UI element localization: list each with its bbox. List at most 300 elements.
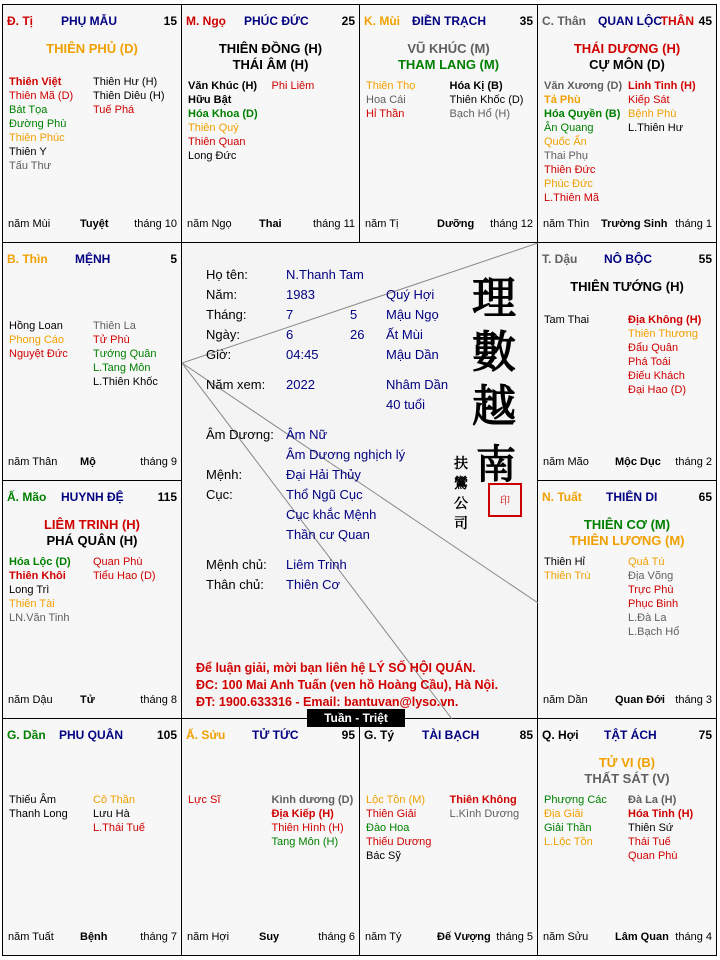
minor-star: Cô Thần <box>93 794 135 806</box>
menh-value: Đại Hải Thủy <box>286 467 361 482</box>
horoscope-chart <box>2 4 717 956</box>
year-label: năm Tị <box>365 218 399 230</box>
minor-star: L.Thiên Hư <box>628 122 684 134</box>
main-star: PHÁ QUÂN (H) <box>46 533 138 548</box>
minor-star: Hồng Loan <box>9 320 63 332</box>
thanchu-value: Thiên Cơ <box>286 577 341 592</box>
main-star: THIÊN ĐỒNG (H) <box>218 41 323 56</box>
minor-star: Quốc Ấn <box>544 136 587 148</box>
lunar-month: tháng 6 <box>318 931 355 943</box>
main-stars <box>3 41 181 57</box>
minor-star: Địa Không (H) <box>628 314 702 326</box>
palace-header <box>542 728 712 744</box>
year-can: Quý Hợi <box>386 287 435 302</box>
minor-star: Thiên Hình (H) <box>271 822 344 834</box>
amduong-label: Âm Dương: <box>206 427 274 442</box>
star-column-right <box>450 793 534 863</box>
star-column-right <box>628 793 712 863</box>
minor-star: Tử Phù <box>93 334 130 346</box>
minor-stars <box>544 555 712 639</box>
branch-label: N. Tuất <box>542 490 582 504</box>
star-column-right <box>450 79 534 121</box>
minor-star: L.Đà La <box>628 612 667 624</box>
minor-star: Phục Binh <box>628 598 679 610</box>
view-year-can: Nhâm Dần <box>386 377 449 392</box>
minor-star: L.Lộc Tồn <box>544 836 593 848</box>
calligraphy-small-4: 司 <box>454 516 468 532</box>
minor-star: Tam Thai <box>544 314 590 326</box>
main-star: THÁI DƯƠNG (H) <box>573 41 681 56</box>
view-year-value: 2022 <box>286 377 315 392</box>
palace-header <box>542 14 712 30</box>
branch-label: G. Tý <box>364 728 395 742</box>
year-label: năm Hợi <box>187 931 230 943</box>
minor-star: Địa Võng <box>628 570 674 582</box>
lunar-month: tháng 5 <box>496 931 533 943</box>
minor-star: Thiên Tài <box>9 598 55 610</box>
minor-star: Thiên Sứ <box>628 822 674 834</box>
branch-label: G. Dần <box>7 728 46 742</box>
minor-star: Long Trì <box>9 584 50 596</box>
palace-tuat <box>538 481 716 719</box>
palace-footer <box>365 931 533 945</box>
palace-age: 65 <box>698 490 712 504</box>
than-marker: THÂN <box>660 14 694 28</box>
lunar-month: tháng 1 <box>675 218 712 230</box>
lunar-month: tháng 10 <box>134 218 177 230</box>
tuan-triet-badge: Tuần - Triệt <box>307 709 405 727</box>
minor-star: Thiên Việt <box>9 76 62 88</box>
minor-star: Kiếp Sát <box>628 94 670 106</box>
main-star: CỰ MÔN (D) <box>589 57 665 72</box>
minor-stars <box>188 793 355 849</box>
branch-label: Q. Hợi <box>542 728 579 742</box>
minor-star: Trực Phù <box>628 584 674 596</box>
age-value: 40 tuổi <box>386 397 426 412</box>
palace-than <box>538 5 716 243</box>
branch-label: Ấ. Mão <box>7 490 47 504</box>
lunar-month: tháng 12 <box>490 218 533 230</box>
minor-star: Bệnh Phù <box>628 108 677 120</box>
main-star: THIÊN TƯỚNG (H) <box>570 279 684 294</box>
minor-star: Lực Sĩ <box>188 794 221 806</box>
star-column-left <box>188 79 272 163</box>
minor-stars <box>544 79 712 205</box>
view-year-label: Năm xem: <box>206 377 266 392</box>
lunar-month: tháng 4 <box>675 931 712 943</box>
main-star: THIÊN LƯƠNG (M) <box>569 533 685 548</box>
truong-sinh-stage: Suy <box>259 931 280 943</box>
minor-star: L.Thiên Mã <box>544 192 600 204</box>
name-value: N.Thanh Tam <box>286 267 364 282</box>
main-stars <box>360 41 537 73</box>
palace-hoi <box>538 719 716 955</box>
minor-star: Đà La (H) <box>628 794 677 806</box>
main-star: THẤT SÁT (V) <box>584 771 670 786</box>
minor-star: L.Bạch Hổ <box>628 626 680 638</box>
branch-label: B. Thìn <box>7 252 48 266</box>
palace-footer <box>8 931 177 945</box>
minor-star: Thiên Khôi <box>9 570 66 582</box>
truong-sinh-stage: Đế Vượng <box>437 931 491 943</box>
minor-star: Thiên Không <box>449 794 517 806</box>
minor-stars <box>366 79 533 121</box>
minor-star: Tấu Thư <box>9 160 52 172</box>
lunar-month: tháng 7 <box>140 931 177 943</box>
star-column-left <box>9 319 93 389</box>
minor-star: Đào Hoa <box>366 822 410 834</box>
truong-sinh-stage: Mộc Dục <box>615 456 661 468</box>
month-label: Tháng: <box>206 307 247 322</box>
minor-star: Tuế Phá <box>93 104 135 116</box>
minor-stars <box>188 79 355 163</box>
truong-sinh-stage: Tử <box>80 694 95 706</box>
minor-star: Lộc Tồn (M) <box>366 794 426 806</box>
year-label: năm Thân <box>8 456 58 468</box>
palace-name: PHỤ MẪU <box>61 14 117 28</box>
star-column-left <box>544 313 628 397</box>
main-star: LIÊM TRINH (H) <box>43 517 141 532</box>
minor-star: Thiên Thọ <box>366 80 416 92</box>
minor-star: Giải Thần <box>544 822 592 834</box>
palace-header <box>7 252 177 268</box>
star-column-left <box>366 793 450 863</box>
amduong-note: Âm Dương nghịch lý <box>286 447 406 462</box>
calligraphy-small-1: 扶 <box>454 456 468 472</box>
minor-star: Thiếu Dương <box>366 836 432 848</box>
minor-star: Điếu Khách <box>628 370 685 382</box>
year-label: năm Dậu <box>8 694 53 706</box>
seal-stamp: 印 <box>488 483 522 517</box>
palace-name: MỆNH <box>75 252 111 266</box>
month-can: Mậu Ngọ <box>386 307 439 322</box>
star-column-right <box>93 75 177 173</box>
year-value: 1983 <box>286 287 315 302</box>
minor-star: Quả Tú <box>628 556 665 568</box>
palace-footer <box>365 218 533 232</box>
minor-star: Thái Tuế <box>628 836 671 848</box>
minor-star: Quan Phù <box>628 850 678 862</box>
star-column-right <box>272 79 356 163</box>
palace-footer <box>543 931 712 945</box>
minor-star: Thiếu Âm <box>9 794 57 806</box>
palace-footer <box>543 694 712 708</box>
palace-header <box>186 728 355 744</box>
star-column-right <box>628 313 712 397</box>
branch-label: Ấ. Sửu <box>186 728 226 742</box>
cuc-note-1: Cục khắc Mệnh <box>286 507 377 522</box>
contact-line-1: Để luận giải, mời bạn liên hệ LÝ SỐ HỘI QUÁN. <box>196 661 476 675</box>
star-column-right <box>628 555 712 639</box>
minor-star: Tả Phù <box>544 94 581 106</box>
main-star: TỬ VI (B) <box>598 755 656 770</box>
main-stars <box>538 755 716 787</box>
minor-star: L.Tang Môn <box>93 362 151 374</box>
contact-line-2: ĐC: 100 Mai Anh Tuấn (ven hồ Hoàng Cầu), Hà Nội. <box>196 678 499 692</box>
year-label: Năm: <box>206 287 238 302</box>
minor-star: Bạch Hổ (H) <box>449 108 511 120</box>
palace-name: NÔ BỘC <box>604 252 652 266</box>
minor-stars <box>9 319 177 389</box>
branch-label: K. Mùi <box>364 14 400 28</box>
year-label: năm Sửu <box>543 931 589 943</box>
main-star: THIÊN PHỦ (D) <box>46 41 138 56</box>
branch-label: Đ. Tị <box>7 14 33 28</box>
minor-star: Hữu Bật <box>188 94 232 106</box>
palace-thin <box>3 243 182 481</box>
branch-label: T. Dậu <box>542 252 578 266</box>
minor-star: Đại Hao (D) <box>628 384 687 396</box>
day-lunar: 26 <box>350 327 365 342</box>
palace-name: TÀI BẠCH <box>422 728 480 742</box>
truong-sinh-stage: Tuyệt <box>80 218 109 230</box>
truong-sinh-stage: Trường Sinh <box>601 218 668 230</box>
minor-star: Thiên Diêu (H) <box>93 90 165 102</box>
month-solar: 7 <box>286 307 294 322</box>
palace-age: 25 <box>341 14 355 28</box>
minor-star: Hỉ Thần <box>366 108 405 120</box>
palace-name: THIÊN DI <box>606 490 658 504</box>
year-label: năm Dần <box>543 694 588 706</box>
minor-star: Thai Phụ <box>544 150 589 162</box>
palace-age: 15 <box>163 14 177 28</box>
palace-age: 95 <box>341 728 355 742</box>
lunar-month: tháng 8 <box>140 694 177 706</box>
minor-star: Quan Phù <box>93 556 143 568</box>
day-can: Ất Mùi <box>386 327 423 342</box>
star-column-right <box>93 793 177 835</box>
minor-star: Thanh Long <box>9 808 68 820</box>
star-column-left <box>544 555 628 639</box>
minor-star: Long Đức <box>188 150 237 162</box>
palace-dau <box>538 243 716 481</box>
palace-dan <box>3 719 182 955</box>
palace-ngo <box>182 5 360 243</box>
calligraphy-4: 南 <box>476 441 516 488</box>
cuc-value: Thổ Ngũ Cục <box>286 487 363 502</box>
main-stars <box>538 279 716 295</box>
minor-star: Hóa Kị (B) <box>449 80 503 92</box>
minor-star: Nguyệt Đức <box>9 348 68 360</box>
palace-mao <box>3 481 182 719</box>
palace-age: 115 <box>157 490 177 504</box>
amduong-value: Âm Nữ <box>286 427 328 442</box>
minor-star: Hóa Tinh (H) <box>628 808 694 820</box>
minor-star: Địa Kiếp (H) <box>271 808 334 820</box>
star-column-left <box>9 555 93 625</box>
truong-sinh-stage: Mộ <box>80 456 96 468</box>
lunar-month: tháng 3 <box>675 694 712 706</box>
minor-star: Văn Khúc (H) <box>188 80 258 92</box>
cuc-label: Cục: <box>206 487 233 502</box>
minor-star: Phúc Đức <box>544 178 593 190</box>
star-column-left <box>366 79 450 121</box>
name-label: Họ tên: <box>206 267 248 282</box>
minor-star: Thiên La <box>93 320 136 332</box>
minor-star: Thiên Y <box>9 146 47 158</box>
minor-star: Phi Liêm <box>271 80 315 92</box>
palace-name: PHU QUÂN <box>59 728 124 742</box>
year-label: năm Mùi <box>8 218 51 230</box>
thanchu-label: Thân chủ: <box>206 577 264 592</box>
palace-ti <box>3 5 182 243</box>
palace-footer <box>8 218 177 232</box>
minor-star: Hóa Quyền (B) <box>544 108 621 120</box>
calligraphy-1: 理 <box>472 273 516 324</box>
minor-star: Hoa Cái <box>366 94 406 106</box>
calligraphy-small-2: 鸞 <box>454 476 468 492</box>
star-column-left <box>544 79 628 205</box>
minor-star: Thiên Quan <box>188 136 246 148</box>
minor-star: Lưu Hà <box>93 808 130 820</box>
palace-footer <box>187 931 355 945</box>
month-lunar: 5 <box>350 307 358 322</box>
minor-star: Ân Quang <box>544 122 594 134</box>
minor-star: Thiên Hư (H) <box>93 76 158 88</box>
minor-star: Bát Tọa <box>9 104 48 116</box>
palace-header <box>7 14 177 30</box>
lunar-month: tháng 2 <box>675 456 712 468</box>
minor-stars <box>544 793 712 863</box>
star-column-left <box>9 793 93 835</box>
minor-star: LN.Văn Tinh <box>9 612 70 624</box>
minor-stars <box>366 793 533 863</box>
minor-star: Thiên Phúc <box>9 132 65 144</box>
minor-stars <box>9 75 177 173</box>
year-label: năm Tý <box>365 931 402 943</box>
star-column-right <box>628 79 712 205</box>
year-label: năm Mão <box>543 456 589 468</box>
palace-name: QUAN LỘC <box>598 14 662 28</box>
star-column-right <box>272 793 356 849</box>
palace-header <box>364 728 533 744</box>
main-stars <box>538 517 716 549</box>
palace-name: ĐIỀN TRẠCH <box>412 14 486 28</box>
palace-footer <box>543 456 712 470</box>
palace-footer <box>187 218 355 232</box>
calligraphy-small-3: 公 <box>454 496 468 512</box>
day-solar: 6 <box>286 327 294 342</box>
minor-star: Phượng Các <box>544 794 607 806</box>
palace-age: 55 <box>698 252 712 266</box>
palace-name: TỬ TỨC <box>252 728 299 742</box>
palace-footer <box>8 456 177 470</box>
palace-mui <box>360 5 538 243</box>
minor-star: Thiên Mã (D) <box>9 90 74 102</box>
minor-star: Thiên Quý <box>188 122 239 134</box>
palace-header <box>364 14 533 30</box>
minor-stars <box>9 793 177 835</box>
branch-label: M. Ngọ <box>186 14 226 28</box>
palace-name: PHÚC ĐỨC <box>244 14 309 28</box>
star-column-right <box>93 319 177 389</box>
minor-star: Phá Toái <box>628 356 671 368</box>
minor-star: Địa Giải <box>544 808 584 820</box>
main-star: THIÊN CƠ (M) <box>583 517 671 532</box>
star-column-left <box>9 75 93 173</box>
info-panel <box>182 243 538 719</box>
year-label: năm Tuất <box>8 931 54 943</box>
minor-star: Bác Sỹ <box>366 850 401 862</box>
minor-star: Đường Phù <box>9 118 67 130</box>
star-column-left <box>544 793 628 863</box>
palace-ty <box>360 719 538 955</box>
branch-label: C. Thân <box>542 14 586 28</box>
palace-age: 85 <box>519 728 533 742</box>
palace-age: 5 <box>170 252 177 266</box>
hour-label: Giờ: <box>206 347 232 362</box>
palace-age: 75 <box>698 728 712 742</box>
year-label: năm Ngọ <box>187 218 232 230</box>
palace-age: 105 <box>156 728 177 742</box>
minor-star: Thiên Hỉ <box>544 556 585 568</box>
minor-star: Thiên Khốc (D) <box>449 94 524 106</box>
contact-line-3: ĐT: 1900.633316 - Email: bantuvan@lyso.vn. <box>196 695 459 709</box>
palace-age: 45 <box>698 14 712 28</box>
truong-sinh-stage: Bệnh <box>80 931 108 943</box>
day-label: Ngày: <box>206 327 240 342</box>
minor-star: L.Thiên Khốc <box>93 376 158 388</box>
palace-suu <box>182 719 360 955</box>
main-star: THAM LANG (M) <box>397 57 500 72</box>
minor-star: Kình dương (D) <box>271 794 354 806</box>
year-label: năm Thìn <box>543 218 590 230</box>
lunar-month: tháng 11 <box>312 218 355 230</box>
minor-star: Thiên Trù <box>544 570 591 582</box>
palace-footer <box>543 218 712 232</box>
star-column-left <box>188 793 272 849</box>
menhchu-label: Mệnh chủ: <box>206 557 267 572</box>
minor-stars <box>544 313 712 397</box>
minor-star: Tang Môn (H) <box>271 836 339 848</box>
menhchu-value: Liêm Trinh <box>286 557 347 572</box>
palace-name: HUYNH ĐỆ <box>61 490 124 504</box>
hour-can: Mậu Dần <box>386 347 439 362</box>
minor-star: Thiên Giải <box>366 808 417 820</box>
minor-star: Hóa Lộc (D) <box>9 556 71 568</box>
menh-label: Mệnh: <box>206 467 243 482</box>
minor-star: Đẩu Quân <box>628 342 679 354</box>
palace-header <box>186 14 355 30</box>
minor-star: L.Kình Dương <box>449 808 520 820</box>
minor-stars <box>9 555 177 625</box>
palace-age: 35 <box>519 14 533 28</box>
minor-star: Văn Xương (D) <box>544 80 623 92</box>
minor-star: Hóa Khoa (D) <box>188 108 258 120</box>
palace-header <box>542 490 712 506</box>
minor-star: Linh Tinh (H) <box>628 80 696 92</box>
palace-name: TẬT ÁCH <box>604 728 657 742</box>
minor-star: Phong Cáo <box>9 334 65 346</box>
main-stars <box>3 517 181 549</box>
minor-star: Thiên Thương <box>628 328 699 340</box>
main-stars <box>182 41 359 73</box>
palace-header <box>7 728 177 744</box>
minor-star: Tướng Quân <box>93 348 157 360</box>
main-stars <box>538 41 716 73</box>
truong-sinh-stage: Lâm Quan <box>615 931 669 943</box>
hour-value: 04:45 <box>286 347 319 362</box>
palace-footer <box>8 694 177 708</box>
star-column-right <box>93 555 177 625</box>
palace-header <box>542 252 712 268</box>
calligraphy-2: 數 <box>472 327 516 378</box>
minor-star: L.Thái Tuế <box>93 822 145 834</box>
calligraphy-3: 越 <box>472 381 516 432</box>
palace-header <box>7 490 177 506</box>
lunar-month: tháng 9 <box>140 456 177 468</box>
truong-sinh-stage: Dưỡng <box>437 218 475 230</box>
